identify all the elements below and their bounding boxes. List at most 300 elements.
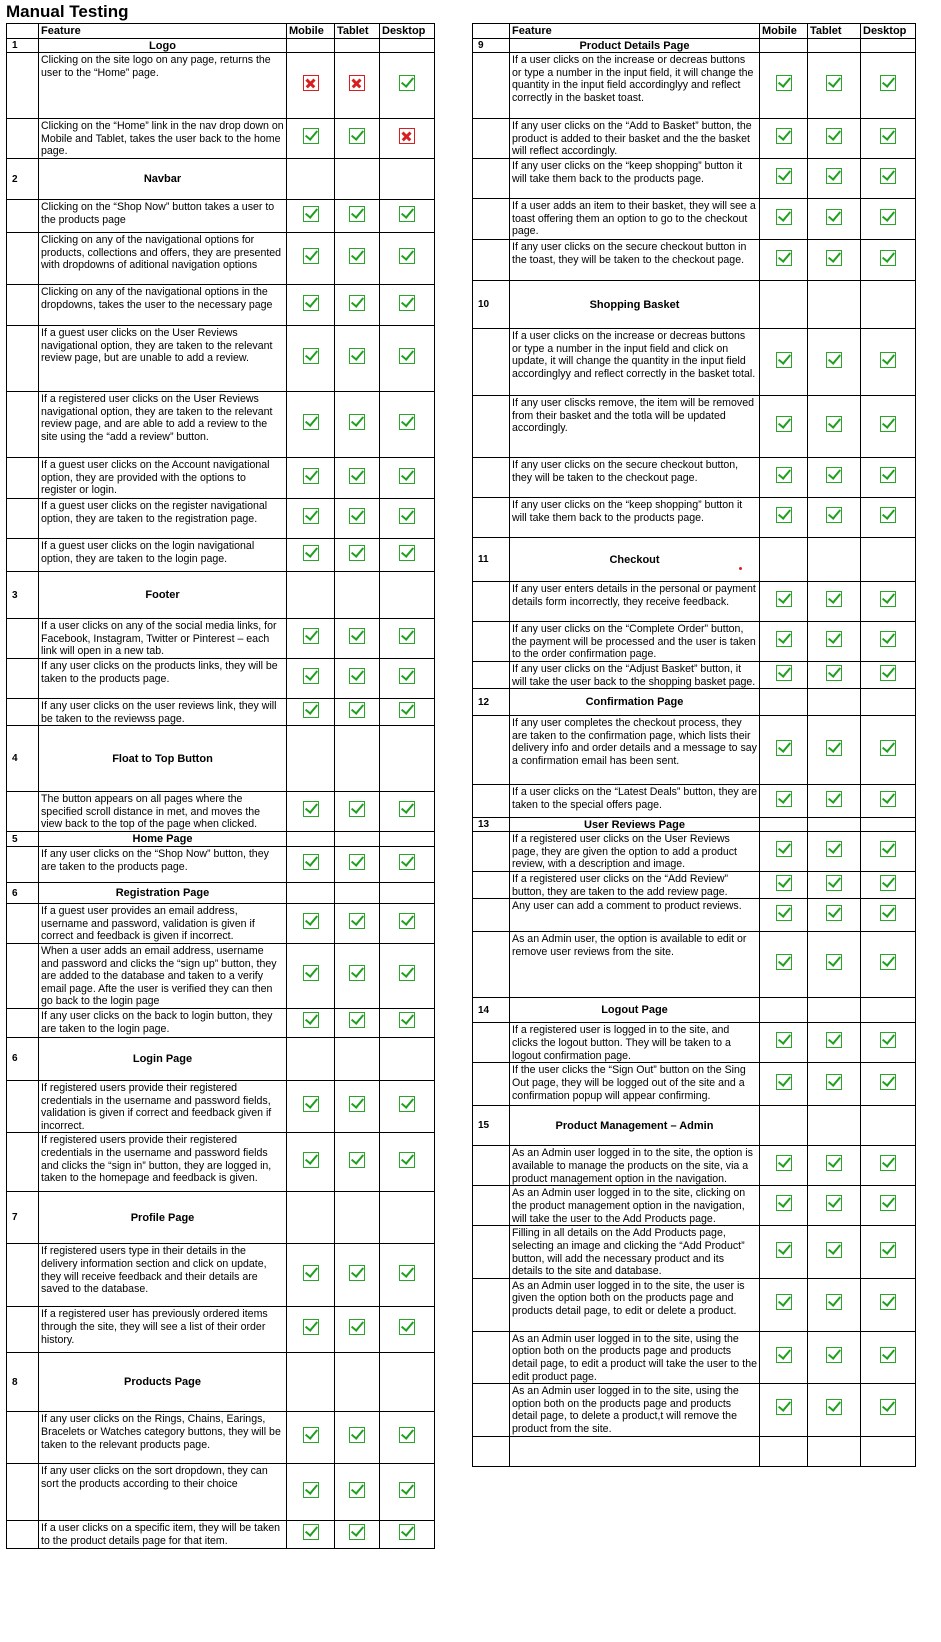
- checkbox-checked-icon: [349, 913, 365, 929]
- result-mobile: [287, 458, 335, 499]
- page-title: Manual Testing: [6, 2, 129, 21]
- result-desktop: [861, 662, 916, 689]
- checkbox-checked-icon: [826, 1195, 842, 1211]
- checkbox-checked-icon: [776, 875, 792, 891]
- test-case-row: [7, 326, 435, 392]
- test-case-row: [7, 1521, 435, 1548]
- empty-cell: [335, 1353, 380, 1412]
- test-case-row: [7, 619, 435, 659]
- empty-cell: [473, 932, 510, 998]
- test-case-row: [7, 539, 435, 572]
- result-mobile: [760, 582, 808, 622]
- result-tablet: [335, 904, 380, 944]
- result-desktop: [861, 582, 916, 622]
- empty-cell: [380, 1037, 435, 1080]
- test-case-row: [7, 943, 435, 1008]
- test-case-row: [7, 392, 435, 458]
- result-tablet: [808, 932, 861, 998]
- checkbox-checked-icon: [826, 791, 842, 807]
- table-body-left: [7, 39, 435, 1549]
- checkbox-checked-icon: [349, 468, 365, 484]
- test-case-row: [473, 785, 916, 818]
- empty-cell: [287, 159, 335, 200]
- checkbox-checked-icon: [776, 1155, 792, 1171]
- test-description: As an Admin user logged in to the site, clicking on the product management option in the navigation, will take the user to the Add Products page.: [510, 1186, 760, 1226]
- empty-cell: [473, 1226, 510, 1278]
- result-mobile: [760, 1278, 808, 1331]
- result-tablet: [808, 1146, 861, 1186]
- checkbox-checked-icon: [399, 1096, 415, 1112]
- result-desktop: [861, 1226, 916, 1278]
- checkbox-checked-icon: [826, 841, 842, 857]
- result-tablet: [335, 200, 380, 233]
- test-case-row: [7, 458, 435, 499]
- checkbox-checked-icon: [399, 1012, 415, 1028]
- test-description: If a registered user clicks on the User Reviews navigational option, they are taken to the relevant review page, and are able to add a review to the site using the “add a review” button.: [39, 392, 287, 458]
- result-mobile: [760, 329, 808, 396]
- checkbox-checked-icon: [776, 1195, 792, 1211]
- test-description: If any user clicks on the “Add to Basket” button, the product is added to their basket and the the basket will reflect accordingly.: [510, 119, 760, 159]
- empty-cell: [808, 538, 861, 582]
- checkbox-checked-icon: [826, 740, 842, 756]
- test-description: When a user adds an email address, username and password and clicks the “sign up” button, they are added to the database and taken to a verify email page. Afte the user is verified they can then go back to the login page: [39, 943, 287, 1008]
- empty-cell: [380, 159, 435, 200]
- header-desktop: Desktop: [861, 24, 916, 39]
- checkbox-checked-icon: [880, 128, 896, 144]
- test-description: As an Admin user, the option is available to edit or remove user reviews from the site.: [510, 932, 760, 998]
- result-mobile: [287, 699, 335, 726]
- header-number: [473, 24, 510, 39]
- checkbox-checked-icon: [303, 295, 319, 311]
- empty-cell: [861, 1106, 916, 1146]
- empty-cell: [473, 872, 510, 899]
- result-mobile: [287, 539, 335, 572]
- checkbox-checked-icon: [399, 1482, 415, 1498]
- empty-cell: [473, 1023, 510, 1063]
- empty-cell: [473, 498, 510, 538]
- empty-cell: [473, 1063, 510, 1106]
- empty-cell: [473, 396, 510, 458]
- section-title: Product Management – Admin: [510, 1106, 760, 1146]
- result-desktop: [380, 943, 435, 1008]
- result-mobile: [287, 659, 335, 699]
- section-title: Float to Top Button: [39, 726, 287, 792]
- checkbox-checked-icon: [303, 702, 319, 718]
- result-tablet: [808, 899, 861, 932]
- section-title: Shopping Basket: [510, 281, 760, 329]
- section-row: [7, 1192, 435, 1244]
- empty-cell: [287, 1037, 335, 1080]
- result-mobile: [760, 1023, 808, 1063]
- section-number: 14: [473, 998, 510, 1023]
- empty-cell: [287, 883, 335, 904]
- checkbox-checked-icon: [776, 1032, 792, 1048]
- section-row: [473, 538, 916, 582]
- section-row: [7, 572, 435, 619]
- result-desktop: [380, 1464, 435, 1521]
- checkbox-checked-icon: [826, 1155, 842, 1171]
- checkbox-checked-icon: [776, 905, 792, 921]
- checkbox-checked-icon: [303, 508, 319, 524]
- section-number: 11: [473, 538, 510, 582]
- result-mobile: [760, 785, 808, 818]
- checkbox-checked-icon: [826, 665, 842, 681]
- test-case-row: [7, 1008, 435, 1037]
- checkbox-checked-icon: [349, 801, 365, 817]
- checkbox-checked-icon: [303, 1012, 319, 1028]
- result-desktop: [861, 1331, 916, 1383]
- checkbox-checked-icon: [826, 631, 842, 647]
- test-case-row: [473, 1023, 916, 1063]
- checkbox-checked-icon: [303, 1096, 319, 1112]
- checkbox-checked-icon: [303, 965, 319, 981]
- test-case-row: [473, 1146, 916, 1186]
- empty-cell: [473, 1436, 510, 1466]
- result-tablet: [335, 847, 380, 883]
- checkbox-checked-icon: [349, 854, 365, 870]
- empty-cell: [861, 1436, 916, 1466]
- test-case-row: [7, 1080, 435, 1132]
- empty-cell: [808, 1436, 861, 1466]
- test-description: As an Admin user logged in to the site, the option is available to manage the products on the site, via a product management option in the navigation.: [510, 1146, 760, 1186]
- empty-cell: [335, 832, 380, 847]
- result-mobile: [287, 1307, 335, 1353]
- result-tablet: [808, 53, 861, 119]
- checkbox-checked-icon: [399, 1524, 415, 1540]
- test-case-row: [473, 1063, 916, 1106]
- result-desktop: [380, 285, 435, 326]
- test-case-row: [7, 119, 435, 159]
- test-description: If a user clicks on a specific item, they will be taken to the product details page for that item.: [39, 1521, 287, 1548]
- checkbox-checked-icon: [776, 416, 792, 432]
- checkbox-checked-icon: [349, 1482, 365, 1498]
- result-mobile: [760, 872, 808, 899]
- result-desktop: [380, 539, 435, 572]
- checkbox-checked-icon: [349, 1012, 365, 1028]
- checkbox-checked-icon: [303, 1265, 319, 1281]
- empty-cell: [808, 689, 861, 716]
- checkbox-checked-icon: [826, 507, 842, 523]
- result-tablet: [335, 458, 380, 499]
- checkbox-checked-icon: [399, 1265, 415, 1281]
- section-title: Footer: [39, 572, 287, 619]
- result-mobile: [760, 498, 808, 538]
- result-mobile: [287, 904, 335, 944]
- checkbox-checked-icon: [303, 128, 319, 144]
- checkbox-checked-icon: [303, 545, 319, 561]
- checkbox-checked-icon: [776, 352, 792, 368]
- test-case-row: [7, 847, 435, 883]
- checkbox-checked-icon: [880, 1242, 896, 1258]
- result-desktop: [380, 904, 435, 944]
- empty-cell: [287, 726, 335, 792]
- result-tablet: [808, 785, 861, 818]
- result-desktop: [380, 1133, 435, 1192]
- result-mobile: [760, 716, 808, 785]
- result-desktop: [380, 659, 435, 699]
- section-title: Navbar: [39, 159, 287, 200]
- checkbox-checked-icon: [880, 416, 896, 432]
- result-mobile: [287, 1244, 335, 1307]
- result-mobile: [287, 200, 335, 233]
- result-tablet: [335, 1464, 380, 1521]
- result-mobile: [287, 326, 335, 392]
- section-number: 10: [473, 281, 510, 329]
- result-tablet: [808, 1384, 861, 1436]
- section-number: 3: [7, 572, 39, 619]
- empty-cell: [861, 538, 916, 582]
- empty-cell: [473, 159, 510, 199]
- result-desktop: [861, 329, 916, 396]
- test-case-row: [473, 53, 916, 119]
- empty-cell: [335, 726, 380, 792]
- empty-cell: [7, 1464, 39, 1521]
- test-case-row: [473, 872, 916, 899]
- test-case-row: [7, 699, 435, 726]
- section-row: [473, 1106, 916, 1146]
- result-mobile: [760, 119, 808, 159]
- checkbox-checked-icon: [399, 628, 415, 644]
- checkbox-checked-icon: [349, 1265, 365, 1281]
- test-description: As an Admin user logged in to the site, using the option both on the products page and products detail page, to delete a product,t will remove the product from the site.: [510, 1384, 760, 1436]
- checkbox-checked-icon: [349, 628, 365, 644]
- test-description: If any user clicks on the “Complete Order” button, the payment will be processed and the user is taken to the order confirmation page.: [510, 622, 760, 662]
- result-desktop: [380, 1244, 435, 1307]
- checkbox-checked-icon: [303, 913, 319, 929]
- test-description: If a user clicks on the increase or decreas buttons or type a number in the input field, it will change the quantity in the input field accordinglyy and reflect correctly in the basket toast.: [510, 53, 760, 119]
- test-case-row: [473, 199, 916, 240]
- test-case-row: [7, 1244, 435, 1307]
- empty-cell: [473, 1384, 510, 1436]
- result-mobile: [287, 233, 335, 285]
- empty-cell: [380, 883, 435, 904]
- test-case-row: [7, 904, 435, 944]
- test-case-row: [7, 1133, 435, 1192]
- result-desktop: [380, 1412, 435, 1464]
- empty-cell: [7, 119, 39, 159]
- result-tablet: [335, 1080, 380, 1132]
- result-desktop: [380, 53, 435, 119]
- checkbox-checked-icon: [776, 954, 792, 970]
- checkbox-checked-icon: [399, 965, 415, 981]
- checkbox-checked-icon: [880, 467, 896, 483]
- checkbox-checked-icon: [303, 1319, 319, 1335]
- empty-cell: [808, 39, 861, 53]
- empty-cell: [335, 1037, 380, 1080]
- empty-cell: [510, 1436, 760, 1466]
- checkbox-checked-icon: [826, 591, 842, 607]
- result-desktop: [380, 326, 435, 392]
- empty-cell: [7, 1521, 39, 1548]
- checkbox-checked-icon: [399, 508, 415, 524]
- empty-cell: [380, 1192, 435, 1244]
- checkbox-checked-icon: [880, 168, 896, 184]
- test-description: If a guest user clicks on the Account navigational option, they are provided with the options to register or login.: [39, 458, 287, 499]
- empty-cell: [473, 785, 510, 818]
- test-description: If any user clicks on the secure checkout button, they will be taken to the checkout page.: [510, 458, 760, 498]
- checkbox-checked-icon: [776, 75, 792, 91]
- result-tablet: [808, 872, 861, 899]
- result-mobile: [287, 53, 335, 119]
- empty-cell: [861, 281, 916, 329]
- checkbox-checked-icon: [826, 352, 842, 368]
- checkbox-checked-icon: [880, 1195, 896, 1211]
- stray-red-dot: [739, 567, 742, 570]
- test-description: If any user clicks on the “Adjust Basket” button, it will take the user back to the shopping basket page.: [510, 662, 760, 689]
- checkbox-checked-icon: [880, 954, 896, 970]
- empty-cell: [335, 39, 380, 53]
- checkbox-checked-icon: [349, 508, 365, 524]
- test-description: If a registered user has previously ordered items through the site, they will see a list of their order history.: [39, 1307, 287, 1353]
- test-description: Clicking on the “Home” link in the nav drop down on Mobile and Tablet, takes the user back to the home page.: [39, 119, 287, 159]
- checkbox-checked-icon: [303, 248, 319, 264]
- result-mobile: [760, 159, 808, 199]
- result-desktop: [380, 699, 435, 726]
- test-description: If a registered user is logged in to the site, and clicks the logout button. They will be taken to a logout confirmation page.: [510, 1023, 760, 1063]
- empty-cell: [760, 998, 808, 1023]
- test-description: If any user clicks on the user reviews link, they will be taken to the reviewss page.: [39, 699, 287, 726]
- empty-cell: [760, 39, 808, 53]
- checkbox-checked-icon: [776, 128, 792, 144]
- result-tablet: [335, 53, 380, 119]
- result-mobile: [760, 1186, 808, 1226]
- test-description: If a guest user provides an email address, username and password, validation is given if correct and feedback is given if incorrect.: [39, 904, 287, 944]
- checkbox-checked-icon: [880, 841, 896, 857]
- checkbox-checked-icon: [880, 740, 896, 756]
- result-tablet: [335, 1412, 380, 1464]
- checkbox-checked-icon: [880, 250, 896, 266]
- checkbox-checked-icon: [826, 1347, 842, 1363]
- checkbox-checked-icon: [776, 1347, 792, 1363]
- result-mobile: [760, 199, 808, 240]
- test-case-row: [7, 1464, 435, 1521]
- checkbox-checked-icon: [776, 1074, 792, 1090]
- test-table-right: [472, 23, 916, 1467]
- result-tablet: [335, 1008, 380, 1037]
- section-number: 6: [7, 1037, 39, 1080]
- checkbox-checked-icon: [776, 467, 792, 483]
- empty-cell: [473, 832, 510, 872]
- section-number: 4: [7, 726, 39, 792]
- empty-cell: [473, 899, 510, 932]
- test-case-row: [473, 498, 916, 538]
- result-desktop: [861, 396, 916, 458]
- result-desktop: [380, 392, 435, 458]
- test-case-row: [473, 832, 916, 872]
- empty-cell: [808, 998, 861, 1023]
- result-mobile: [760, 1384, 808, 1436]
- result-desktop: [861, 1146, 916, 1186]
- test-description: If any user clicks on the “keep shopping” button it will take them back to the products page.: [510, 159, 760, 199]
- checkbox-checked-icon: [826, 128, 842, 144]
- checkbox-checked-icon: [303, 1482, 319, 1498]
- test-case-row: [473, 119, 916, 159]
- result-tablet: [335, 285, 380, 326]
- result-tablet: [335, 659, 380, 699]
- result-desktop: [861, 1186, 916, 1226]
- section-number: 1: [7, 39, 39, 53]
- result-desktop: [861, 119, 916, 159]
- checkbox-checked-icon: [826, 1074, 842, 1090]
- result-desktop: [861, 785, 916, 818]
- result-desktop: [861, 240, 916, 281]
- result-mobile: [287, 1521, 335, 1548]
- checkbox-checked-icon: [776, 1294, 792, 1310]
- test-description: Clicking on the site logo on any page, returns the user to the “Home” page.: [39, 53, 287, 119]
- section-title: Home Page: [39, 832, 287, 847]
- empty-cell: [7, 499, 39, 539]
- checkbox-checked-icon: [776, 591, 792, 607]
- result-mobile: [287, 1464, 335, 1521]
- test-case-row: [473, 1331, 916, 1383]
- empty-cell: [473, 662, 510, 689]
- empty-cell: [7, 1307, 39, 1353]
- header-tablet: Tablet: [808, 24, 861, 39]
- header-number: [7, 24, 39, 39]
- result-desktop: [861, 53, 916, 119]
- empty-cell: [7, 792, 39, 832]
- section-row: [473, 39, 916, 53]
- empty-cell: [760, 818, 808, 832]
- result-mobile: [287, 1133, 335, 1192]
- result-desktop: [380, 1307, 435, 1353]
- test-description: If a registered user clicks on the “Add Review” button, they are taken to the add review page.: [510, 872, 760, 899]
- test-description: If a user clicks on the increase or decreas buttons or type a number in the input field and click on update, it will change the quantity in the input field accordinglyy and reflect correctly in the basket total.: [510, 329, 760, 396]
- test-case-row: [7, 499, 435, 539]
- test-case-row: [473, 1226, 916, 1278]
- test-description: If a user clicks on the “Latest Deals” button, they are taken to the special offers page.: [510, 785, 760, 818]
- result-desktop: [380, 458, 435, 499]
- test-case-row: [473, 622, 916, 662]
- test-case-row: [473, 396, 916, 458]
- result-desktop: [861, 622, 916, 662]
- test-case-row: [473, 329, 916, 396]
- empty-cell: [287, 1353, 335, 1412]
- checkbox-checked-icon: [880, 1074, 896, 1090]
- test-description: If a registered user clicks on the User Reviews page, they are given the option to add a product review, with a description and image.: [510, 832, 760, 872]
- result-tablet: [808, 159, 861, 199]
- section-row: [7, 39, 435, 53]
- empty-cell: [7, 1008, 39, 1037]
- empty-cell: [7, 659, 39, 699]
- section-row: [473, 818, 916, 832]
- checkbox-checked-icon: [826, 954, 842, 970]
- empty-cell: [861, 39, 916, 53]
- test-case-row: [473, 458, 916, 498]
- checkbox-checked-icon: [880, 631, 896, 647]
- result-tablet: [808, 662, 861, 689]
- checkbox-checked-icon: [303, 668, 319, 684]
- checkbox-checked-icon: [826, 250, 842, 266]
- section-title: Product Details Page: [510, 39, 760, 53]
- empty-cell: [7, 233, 39, 285]
- result-tablet: [808, 622, 861, 662]
- checkbox-checked-icon: [349, 295, 365, 311]
- result-mobile: [287, 285, 335, 326]
- result-desktop: [380, 1521, 435, 1548]
- result-mobile: [287, 392, 335, 458]
- result-tablet: [808, 1278, 861, 1331]
- empty-cell: [760, 1106, 808, 1146]
- section-number: 2: [7, 159, 39, 200]
- result-desktop: [380, 792, 435, 832]
- checkbox-checked-icon: [826, 1399, 842, 1415]
- test-case-row: [7, 285, 435, 326]
- empty-cell: [7, 200, 39, 233]
- test-case-row: [473, 899, 916, 932]
- checkbox-cross-icon: [303, 75, 319, 91]
- test-description: As an Admin user logged in to the site, the user is given the option both on the products page and products detail page, to edit or delete a product.: [510, 1278, 760, 1331]
